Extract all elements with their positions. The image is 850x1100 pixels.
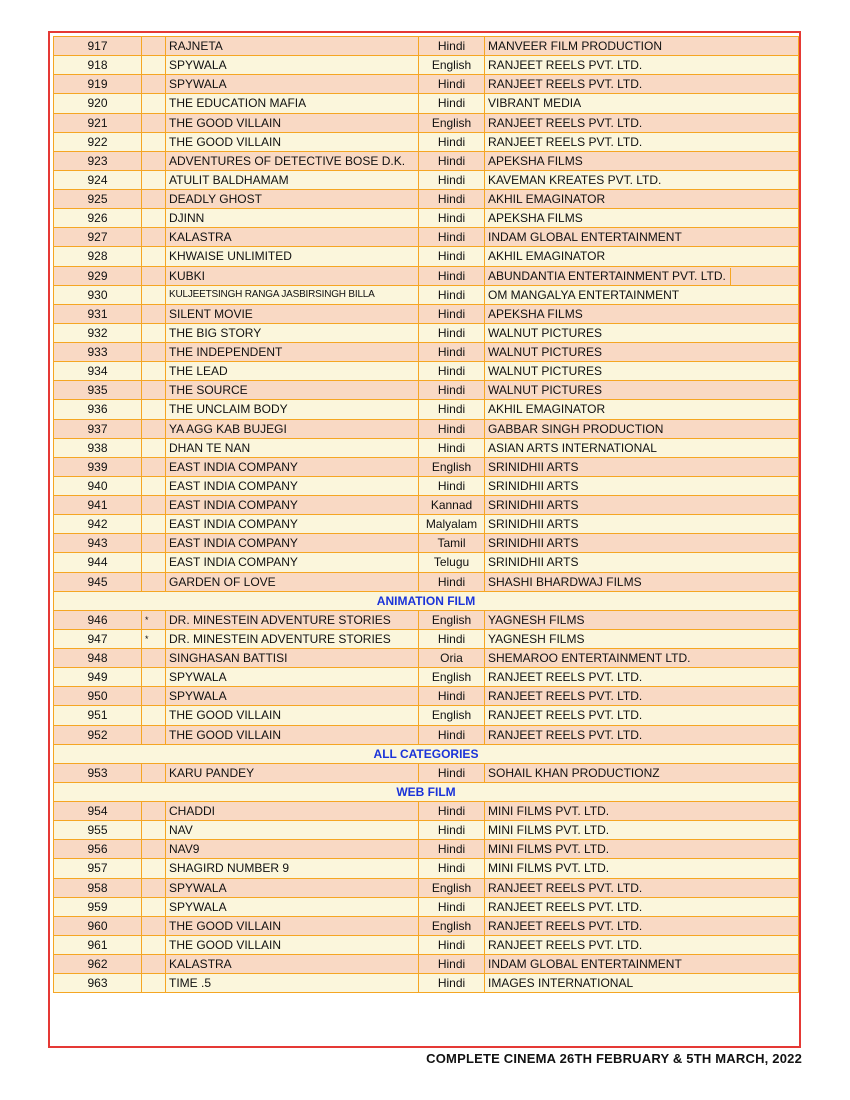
film-title: EAST INDIA COMPANY [166, 515, 419, 534]
row-marker [142, 170, 166, 189]
producer-name: YAGNESH FILMS [485, 629, 799, 648]
producer-name: MINI FILMS PVT. LTD. [485, 802, 799, 821]
film-title: THE GOOD VILLAIN [166, 706, 419, 725]
film-title: EAST INDIA COMPANY [166, 476, 419, 495]
table-row [54, 94, 799, 113]
table-row [54, 343, 799, 362]
film-title: SINGHASAN BATTISI [166, 649, 419, 668]
film-language: Hindi [419, 37, 485, 56]
film-language: Hindi [419, 228, 485, 247]
row-number: 946 [54, 610, 142, 629]
producer-name: RANJEET REELS PVT. LTD. [485, 132, 799, 151]
row-number: 941 [54, 496, 142, 515]
film-language: Hindi [419, 687, 485, 706]
film-registration-table [53, 36, 799, 993]
row-marker: * [142, 610, 166, 629]
film-title: THE SOURCE [166, 381, 419, 400]
row-number: 921 [54, 113, 142, 132]
table-row [54, 56, 799, 75]
row-number: 939 [54, 457, 142, 476]
table-row [54, 935, 799, 954]
row-number: 942 [54, 515, 142, 534]
producer-name: RANJEET REELS PVT. LTD. [485, 897, 799, 916]
row-number: 949 [54, 668, 142, 687]
film-title: KALASTRA [166, 955, 419, 974]
row-number: 922 [54, 132, 142, 151]
film-title: KARU PANDEY [166, 763, 419, 782]
film-title: SHAGIRD NUMBER 9 [166, 859, 419, 878]
row-number: 956 [54, 840, 142, 859]
section-heading-row [54, 591, 799, 610]
row-marker [142, 37, 166, 56]
producer-name: RANJEET REELS PVT. LTD. [485, 935, 799, 954]
row-number: 927 [54, 228, 142, 247]
table-row [54, 763, 799, 782]
producer-name: VIBRANT MEDIA [485, 94, 799, 113]
film-language: Hindi [419, 419, 485, 438]
producer-name: INDAM GLOBAL ENTERTAINMENT [485, 955, 799, 974]
producer-name: YAGNESH FILMS [485, 610, 799, 629]
section-heading: ALL CATEGORIES [54, 744, 799, 763]
film-title: EAST INDIA COMPANY [166, 457, 419, 476]
film-title: DHAN TE NAN [166, 438, 419, 457]
row-marker [142, 304, 166, 323]
producer-name: KAVEMAN KREATES PVT. LTD. [485, 170, 799, 189]
film-title: KUBKI [166, 266, 419, 285]
row-marker [142, 323, 166, 342]
section-heading: WEB FILM [54, 782, 799, 801]
film-language: Hindi [419, 381, 485, 400]
table-row [54, 496, 799, 515]
row-number: 953 [54, 763, 142, 782]
row-number: 947 [54, 629, 142, 648]
film-title: KHWAISE UNLIMITED [166, 247, 419, 266]
film-title: YA AGG KAB BUJEGI [166, 419, 419, 438]
row-number: 959 [54, 897, 142, 916]
producer-name: AKHIL EMAGINATOR [485, 247, 799, 266]
table-row [54, 687, 799, 706]
row-number: 931 [54, 304, 142, 323]
film-title: THE LEAD [166, 362, 419, 381]
film-language: Hindi [419, 304, 485, 323]
film-title: SPYWALA [166, 75, 419, 94]
film-language: English [419, 878, 485, 897]
film-language: Hindi [419, 974, 485, 993]
row-number: 962 [54, 955, 142, 974]
film-title: CHADDI [166, 802, 419, 821]
row-number: 948 [54, 649, 142, 668]
table-row [54, 151, 799, 170]
film-language: Hindi [419, 132, 485, 151]
film-title: SILENT MOVIE [166, 304, 419, 323]
producer-name: WALNUT PICTURES [485, 343, 799, 362]
table-row [54, 878, 799, 897]
row-number: 955 [54, 821, 142, 840]
row-number: 943 [54, 534, 142, 553]
table-row [54, 304, 799, 323]
row-number: 944 [54, 553, 142, 572]
film-language: Hindi [419, 362, 485, 381]
film-language: Hindi [419, 859, 485, 878]
row-marker [142, 400, 166, 419]
producer-name: RANJEET REELS PVT. LTD. [485, 687, 799, 706]
row-number: 924 [54, 170, 142, 189]
film-title: DR. MINESTEIN ADVENTURE STORIES [166, 610, 419, 629]
film-language: Hindi [419, 209, 485, 228]
producer-name: WALNUT PICTURES [485, 381, 799, 400]
table-row [54, 840, 799, 859]
film-title: EAST INDIA COMPANY [166, 534, 419, 553]
producer-name: RANJEET REELS PVT. LTD. [485, 668, 799, 687]
film-language: Hindi [419, 725, 485, 744]
film-title: THE GOOD VILLAIN [166, 916, 419, 935]
film-title: TIME .5 [166, 974, 419, 993]
table-row [54, 802, 799, 821]
film-title: RAJNETA [166, 37, 419, 56]
film-language: English [419, 113, 485, 132]
table-row [54, 515, 799, 534]
producer-name: MINI FILMS PVT. LTD. [485, 859, 799, 878]
row-number: 920 [54, 94, 142, 113]
table-row [54, 381, 799, 400]
table-row [54, 247, 799, 266]
film-title: THE EDUCATION MAFIA [166, 94, 419, 113]
film-language: English [419, 610, 485, 629]
row-number: 919 [54, 75, 142, 94]
producer-name: SRINIDHII ARTS [485, 534, 799, 553]
row-number: 945 [54, 572, 142, 591]
film-language: Hindi [419, 476, 485, 495]
row-marker [142, 496, 166, 515]
film-language: Hindi [419, 840, 485, 859]
table-body [54, 37, 799, 993]
producer-name: RANJEET REELS PVT. LTD. [485, 916, 799, 935]
row-marker [142, 802, 166, 821]
row-number: 918 [54, 56, 142, 75]
film-title: THE INDEPENDENT [166, 343, 419, 362]
film-title: NAV9 [166, 840, 419, 859]
film-title: DEADLY GHOST [166, 190, 419, 209]
film-language: English [419, 916, 485, 935]
film-language: Hindi [419, 75, 485, 94]
film-language: Hindi [419, 190, 485, 209]
film-language: English [419, 56, 485, 75]
table-row [54, 285, 799, 304]
row-number: 938 [54, 438, 142, 457]
row-number: 963 [54, 974, 142, 993]
row-marker [142, 935, 166, 954]
table-row [54, 916, 799, 935]
table-row [54, 438, 799, 457]
film-language: Hindi [419, 343, 485, 362]
film-title: EAST INDIA COMPANY [166, 496, 419, 515]
film-title: THE BIG STORY [166, 323, 419, 342]
row-number: 954 [54, 802, 142, 821]
table-row [54, 821, 799, 840]
film-title: THE GOOD VILLAIN [166, 935, 419, 954]
film-language: Hindi [419, 400, 485, 419]
table-row [54, 132, 799, 151]
row-number: 928 [54, 247, 142, 266]
row-marker [142, 763, 166, 782]
row-marker [142, 687, 166, 706]
film-language: Hindi [419, 266, 485, 285]
film-title: SPYWALA [166, 668, 419, 687]
film-language: Hindi [419, 438, 485, 457]
table-row [54, 955, 799, 974]
table-row [54, 419, 799, 438]
producer-name: WALNUT PICTURES [485, 362, 799, 381]
table-row [54, 476, 799, 495]
row-number: 932 [54, 323, 142, 342]
producer-name: APEKSHA FILMS [485, 151, 799, 170]
row-marker [142, 649, 166, 668]
film-language: Hindi [419, 94, 485, 113]
table-row [54, 228, 799, 247]
table-row [54, 974, 799, 993]
row-marker [142, 840, 166, 859]
film-language: Tamil [419, 534, 485, 553]
producer-name: SHASHI BHARDWAJ FILMS [485, 572, 799, 591]
row-marker [142, 859, 166, 878]
producer-name [485, 266, 799, 285]
producer-name: MINI FILMS PVT. LTD. [485, 821, 799, 840]
producer-name: MANVEER FILM PRODUCTION [485, 37, 799, 56]
film-language: Hindi [419, 763, 485, 782]
row-number: 917 [54, 37, 142, 56]
row-number: 925 [54, 190, 142, 209]
row-marker [142, 343, 166, 362]
film-title: THE GOOD VILLAIN [166, 132, 419, 151]
row-marker [142, 132, 166, 151]
table-row [54, 113, 799, 132]
row-marker [142, 381, 166, 400]
film-title: DR. MINESTEIN ADVENTURE STORIES [166, 629, 419, 648]
producer-name: APEKSHA FILMS [485, 209, 799, 228]
producer-name: IMAGES INTERNATIONAL [485, 974, 799, 993]
producer-name: RANJEET REELS PVT. LTD. [485, 56, 799, 75]
producer-name: SRINIDHII ARTS [485, 496, 799, 515]
section-heading-row [54, 782, 799, 801]
row-marker [142, 266, 166, 285]
table-row [54, 209, 799, 228]
row-number: 957 [54, 859, 142, 878]
film-language: Kannad [419, 496, 485, 515]
table-row [54, 457, 799, 476]
film-language: Hindi [419, 323, 485, 342]
row-marker [142, 897, 166, 916]
producer-name: ASIAN ARTS INTERNATIONAL [485, 438, 799, 457]
row-marker [142, 94, 166, 113]
row-marker [142, 706, 166, 725]
row-marker [142, 151, 166, 170]
section-heading-row [54, 744, 799, 763]
row-marker [142, 821, 166, 840]
film-title: DJINN [166, 209, 419, 228]
table-row [54, 170, 799, 189]
row-marker [142, 247, 166, 266]
row-number: 929 [54, 266, 142, 285]
film-title: KULJEETSINGH RANGA JASBIRSINGH BILLA [166, 285, 419, 304]
row-marker [142, 534, 166, 553]
row-marker [142, 725, 166, 744]
row-marker [142, 974, 166, 993]
row-marker [142, 419, 166, 438]
row-marker [142, 553, 166, 572]
table-row [54, 572, 799, 591]
producer-name: RANJEET REELS PVT. LTD. [485, 878, 799, 897]
film-title: SPYWALA [166, 56, 419, 75]
producer-name: OM MANGALYA ENTERTAINMENT [485, 285, 799, 304]
producer-name: INDAM GLOBAL ENTERTAINMENT [485, 228, 799, 247]
table-row [54, 37, 799, 56]
film-title: SPYWALA [166, 897, 419, 916]
producer-name: RANJEET REELS PVT. LTD. [485, 75, 799, 94]
film-title: ATULIT BALDHAMAM [166, 170, 419, 189]
film-language: Hindi [419, 572, 485, 591]
producer-name: RANJEET REELS PVT. LTD. [485, 706, 799, 725]
producer-name: APEKSHA FILMS [485, 304, 799, 323]
film-title: KALASTRA [166, 228, 419, 247]
row-marker [142, 878, 166, 897]
row-number: 935 [54, 381, 142, 400]
row-marker [142, 457, 166, 476]
row-marker [142, 285, 166, 304]
publication-footer: COMPLETE CINEMA 26TH FEBRUARY & 5TH MARCH, 2022 [426, 1051, 802, 1066]
film-language: Telugu [419, 553, 485, 572]
film-language: English [419, 457, 485, 476]
row-marker [142, 668, 166, 687]
row-marker [142, 916, 166, 935]
row-number: 936 [54, 400, 142, 419]
film-title: ADVENTURES OF DETECTIVE BOSE D.K. [166, 151, 419, 170]
producer-name: AKHIL EMAGINATOR [485, 400, 799, 419]
table-row [54, 400, 799, 419]
table-row [54, 610, 799, 629]
film-language: Hindi [419, 821, 485, 840]
film-title: GARDEN OF LOVE [166, 572, 419, 591]
film-language: Hindi [419, 897, 485, 916]
row-number: 940 [54, 476, 142, 495]
row-marker [142, 362, 166, 381]
table-row [54, 859, 799, 878]
section-heading: ANIMATION FILM [54, 591, 799, 610]
producer-name: RANJEET REELS PVT. LTD. [485, 725, 799, 744]
producer-name: SRINIDHII ARTS [485, 457, 799, 476]
film-title: NAV [166, 821, 419, 840]
film-language: Oria [419, 649, 485, 668]
row-marker [142, 438, 166, 457]
film-language: English [419, 668, 485, 687]
producer-name: SRINIDHII ARTS [485, 553, 799, 572]
film-language: Hindi [419, 955, 485, 974]
table-row [54, 190, 799, 209]
film-language: Malyalam [419, 515, 485, 534]
row-number: 960 [54, 916, 142, 935]
film-language: English [419, 706, 485, 725]
row-number: 950 [54, 687, 142, 706]
table-row [54, 75, 799, 94]
table-row [54, 668, 799, 687]
producer-name: WALNUT PICTURES [485, 323, 799, 342]
table-row [54, 897, 799, 916]
row-number: 952 [54, 725, 142, 744]
table-row [54, 725, 799, 744]
table-row [54, 266, 799, 285]
row-number: 933 [54, 343, 142, 362]
table-row [54, 534, 799, 553]
row-number: 930 [54, 285, 142, 304]
row-number: 951 [54, 706, 142, 725]
film-language: Hindi [419, 802, 485, 821]
row-marker [142, 955, 166, 974]
film-language: Hindi [419, 285, 485, 304]
table-row [54, 323, 799, 342]
producer-name: RANJEET REELS PVT. LTD. [485, 113, 799, 132]
row-marker: * [142, 629, 166, 648]
film-title: SPYWALA [166, 687, 419, 706]
producer-name: SRINIDHII ARTS [485, 515, 799, 534]
film-language: Hindi [419, 247, 485, 266]
row-marker [142, 113, 166, 132]
row-marker [142, 56, 166, 75]
producer-name: GABBAR SINGH PRODUCTION [485, 419, 799, 438]
producer-name: SRINIDHII ARTS [485, 476, 799, 495]
producer-name-text: ABUNDANTIA ENTERTAINMENT PVT. LTD. [488, 268, 731, 285]
producer-name: SHEMAROO ENTERTAINMENT LTD. [485, 649, 799, 668]
film-title: SPYWALA [166, 878, 419, 897]
row-marker [142, 572, 166, 591]
film-title: THE GOOD VILLAIN [166, 725, 419, 744]
row-number: 937 [54, 419, 142, 438]
producer-name: MINI FILMS PVT. LTD. [485, 840, 799, 859]
row-marker [142, 515, 166, 534]
row-number: 934 [54, 362, 142, 381]
film-language: Hindi [419, 151, 485, 170]
row-number: 923 [54, 151, 142, 170]
producer-name: SOHAIL KHAN PRODUCTIONZ [485, 763, 799, 782]
row-number: 926 [54, 209, 142, 228]
film-language: Hindi [419, 629, 485, 648]
row-number: 958 [54, 878, 142, 897]
row-marker [142, 190, 166, 209]
film-title: THE GOOD VILLAIN [166, 113, 419, 132]
row-marker [142, 476, 166, 495]
table-row [54, 553, 799, 572]
table-row [54, 362, 799, 381]
table-row [54, 706, 799, 725]
row-number: 961 [54, 935, 142, 954]
table-row [54, 629, 799, 648]
film-language: Hindi [419, 935, 485, 954]
row-marker [142, 228, 166, 247]
film-title: THE UNCLAIM BODY [166, 400, 419, 419]
row-marker [142, 75, 166, 94]
producer-name: AKHIL EMAGINATOR [485, 190, 799, 209]
film-title: EAST INDIA COMPANY [166, 553, 419, 572]
film-language: Hindi [419, 170, 485, 189]
table-row [54, 649, 799, 668]
row-marker [142, 209, 166, 228]
